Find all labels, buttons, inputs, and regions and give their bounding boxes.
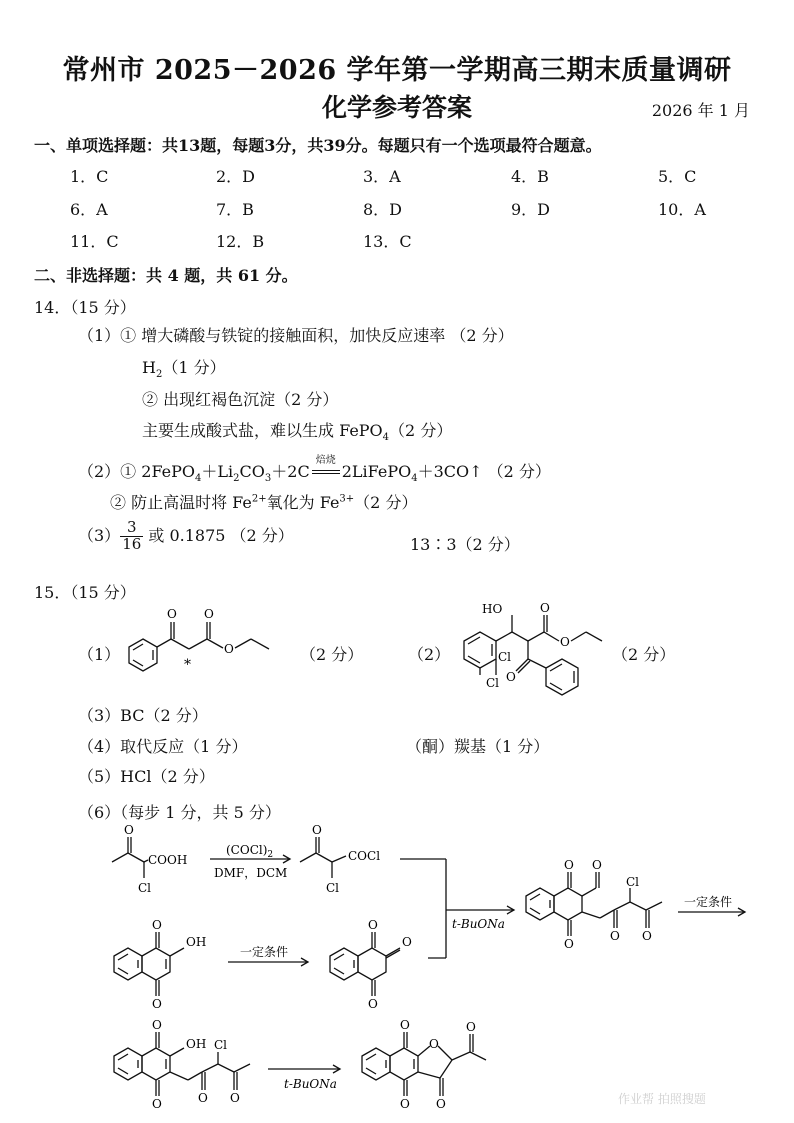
- svg-text:Cl: Cl: [486, 676, 500, 690]
- q14-part3-ratio: 13∶3（2 分）: [410, 535, 520, 554]
- mcq-answer: 5．C: [658, 167, 697, 186]
- svg-text:Cl: Cl: [498, 650, 512, 664]
- structure-aldol-product: [436, 595, 636, 700]
- svg-text:O: O: [564, 937, 574, 951]
- svg-text:HO: HO: [482, 602, 503, 616]
- q15-part1-label: （1）: [78, 645, 121, 664]
- svg-text:O: O: [506, 670, 516, 684]
- q14-label: 14．（15 分）: [34, 298, 136, 317]
- q15-part6: （6）（每步 1 分，共 5 分）: [78, 803, 281, 822]
- svg-text:O: O: [402, 935, 412, 949]
- mcq-answer: 9．D: [511, 200, 551, 219]
- q15-part5: （5）HCl（2 分）: [78, 767, 215, 786]
- q15-label: 15．（15 分）: [34, 583, 136, 602]
- condition-label-1: 一定条件: [684, 895, 733, 909]
- svg-text:O: O: [152, 1018, 162, 1032]
- svg-text:O: O: [312, 823, 322, 837]
- mcq-answer: 3．A: [363, 167, 401, 186]
- svg-text:Cl: Cl: [326, 881, 340, 895]
- mcq-answer: 8．D: [363, 200, 403, 219]
- svg-text:O: O: [642, 929, 652, 943]
- condition-label-2: 一定条件: [240, 945, 289, 959]
- mcq-answer: 11．C: [70, 232, 119, 251]
- mcq-answer: 6．A: [70, 200, 108, 219]
- q15-part4-right: （酮）羰基（1 分）: [406, 737, 550, 756]
- reaction-condition: 焙烧: [315, 455, 336, 466]
- svg-text:Cl: Cl: [214, 1038, 228, 1052]
- q14-part2-1: （2）① $2FePO_4+Li_2CO_3+2C$ 焙烧 2LiFePO$_4$＋3CO↑ （2 分）: [78, 459, 551, 484]
- reagent-solvent: DMF，DCM: [214, 866, 288, 880]
- q14-part1-2: ② 出现红褐色沉淀（2 分）: [142, 390, 339, 409]
- chiral-star: *: [184, 657, 191, 673]
- svg-text:O: O: [540, 601, 550, 615]
- mcq-answer: 13．C: [363, 232, 412, 251]
- structure-benzoylacetate: [105, 598, 295, 690]
- mcq-answer: 10．A: [658, 200, 706, 219]
- svg-text:O: O: [167, 607, 177, 621]
- reagent-tbuona: t-BuONa: [452, 917, 505, 931]
- cooh-label: COOH: [148, 853, 188, 867]
- q14-part1-1: （1）① 增大磷酸与铁锭的接触面积，加快反应速率 （2 分）: [78, 326, 514, 345]
- svg-text:O: O: [152, 918, 162, 932]
- svg-text:O: O: [368, 918, 378, 932]
- mcq-answer: 4．B: [511, 167, 549, 186]
- q14-part2-2: ② 防止高温时将 $Fe^{2+}$氧化为 $Fe^{3+}(2$ 分）: [110, 493, 418, 512]
- section2-heading: 二、非选择题：共 4 题，共 61 分。: [34, 266, 298, 285]
- page-title: 常州市 2025－2026 学年第一学期高三期末质量调研: [62, 55, 732, 86]
- q15-part2-label: （2）: [408, 645, 451, 664]
- reagent-tbuona-2: t-BuONa: [284, 1077, 337, 1091]
- q14-part1-2b: 主要生成酸式盐，难以生成 FePO$_4$（2 分）: [142, 421, 453, 444]
- mcq-answer: 1．C: [70, 167, 109, 186]
- fraction: $\frac{3}{16}$: [122, 518, 142, 553]
- svg-text:OH: OH: [186, 1037, 207, 1051]
- page-subtitle: 化学参考答案: [321, 93, 472, 122]
- svg-text:O: O: [152, 1097, 162, 1111]
- svg-text:O: O: [368, 997, 378, 1011]
- svg-text:OH: OH: [186, 935, 207, 949]
- svg-text:O: O: [466, 1020, 476, 1034]
- q14-part1-1b: $H_2(1$ 分）: [142, 358, 226, 381]
- svg-text:O: O: [436, 1097, 446, 1111]
- mcq-answer: 7．B: [216, 200, 254, 219]
- svg-text:O: O: [560, 635, 570, 649]
- q15-part2-score: （2 分）: [612, 645, 676, 664]
- exam-date: 2026 年 1 月: [651, 101, 750, 120]
- mcq-answer: 2．D: [216, 167, 256, 186]
- reagent-oxalyl-chloride: $(COCl)_2$: [226, 843, 274, 860]
- mcq-answer: 12．B: [216, 232, 265, 251]
- svg-text:O: O: [564, 858, 574, 872]
- q14-part3: （3） $\frac{3}{16}$ 或 0.1875 （2 分）: [78, 518, 294, 553]
- svg-text:Cl: Cl: [626, 875, 640, 889]
- svg-text:O: O: [204, 607, 214, 621]
- svg-text:O: O: [610, 929, 620, 943]
- q15-part3: （3）BC（2 分）: [78, 706, 208, 725]
- section1-heading: 一、单项选择题：共13题，每题3分，共39分。每题只有一个选项最符合题意。: [34, 136, 602, 155]
- q15-part4-left: （4）取代反应（1 分）: [78, 737, 248, 756]
- q15-part1-score: （2 分）: [300, 645, 364, 664]
- synthesis-scheme: [0, 820, 794, 1123]
- svg-text:O: O: [592, 858, 602, 872]
- cocl-label: COCl: [348, 849, 381, 863]
- svg-text:O: O: [400, 1097, 410, 1111]
- svg-text:O: O: [198, 1091, 208, 1105]
- svg-text:O: O: [230, 1091, 240, 1105]
- svg-text:O: O: [152, 997, 162, 1011]
- svg-text:O: O: [429, 1037, 439, 1051]
- svg-text:O: O: [124, 823, 134, 837]
- watermark: 作业帮 拍照搜题: [618, 1092, 706, 1106]
- svg-text:O: O: [400, 1018, 410, 1032]
- svg-text:O: O: [224, 642, 234, 656]
- svg-text:Cl: Cl: [138, 881, 152, 895]
